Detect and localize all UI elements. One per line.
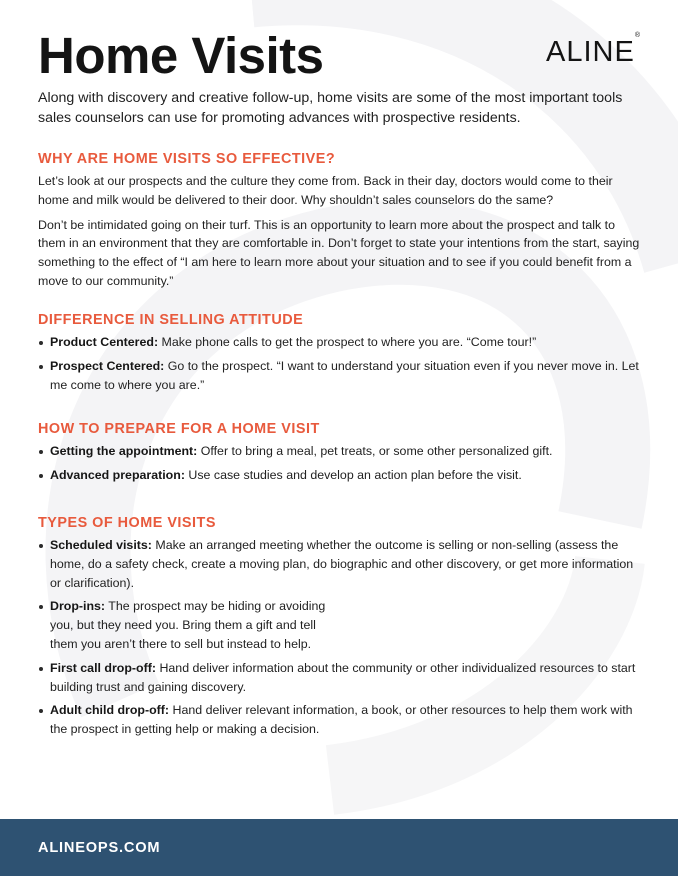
list-item-label: Advanced preparation: (50, 467, 185, 482)
list-item-text: Hand deliver information about the community or other individualized resources to start building trust and gaining discovery. (50, 660, 636, 694)
list-item-text: The prospect may be hiding or avoiding you, but they need you. Bring them a gift and tell them you aren’t there to sell but instead to help. (50, 599, 326, 651)
section-prepare-visit (38, 421, 642, 490)
section-heading: WHY ARE HOME VISITS SO EFFECTIVE? (38, 151, 336, 167)
footer-website-link[interactable]: ALINEOPS.COM (38, 840, 161, 856)
list-item (38, 333, 642, 352)
list-item-text: Use case studies and develop an action plan before the visit. (188, 467, 522, 482)
list-item-text: Make an arranged meeting whether the outcome is selling or non-selling (assess the home, do a safety check, create a moving plan, do biographic and other discovery, or get more information or clarification). (50, 538, 634, 590)
list-item-text: Go to the prospect. “I want to understand your situation even if you never move in. Let me come to where you are.” (50, 358, 639, 392)
section-heading: DIFFERENCE IN SELLING ATTITUDE (38, 312, 304, 328)
section-why-effective (38, 151, 642, 297)
page-title: Home Visits (38, 27, 324, 84)
bullet-list (38, 536, 642, 739)
section-paragraph: Let’s look at our prospects and the culture they come from. Back in their day, doctors would come to their home and milk would be delivered to their door. Why shouldn’t sales counselors do the same? (38, 174, 613, 207)
list-item (38, 536, 642, 592)
list-item-label: Adult child drop-off: (50, 703, 170, 718)
section-types-of-visits (38, 515, 642, 744)
list-item-label: Prospect Centered: (50, 358, 165, 373)
list-item-label: Drop-ins: (50, 599, 106, 614)
logo-trademark: ® (634, 32, 641, 40)
section-heading: HOW TO PREPARE FOR A HOME VISIT (38, 421, 320, 437)
list-item-label: Product Centered: (50, 335, 159, 349)
section-heading: TYPES OF HOME VISITS (38, 515, 216, 531)
list-item (38, 597, 340, 653)
bullet-list (38, 333, 642, 394)
aline-logo (546, 32, 641, 69)
list-item-text: Make phone calls to get the prospect to where you are. “Come tour!” (161, 335, 537, 349)
list-item (38, 442, 642, 461)
section-paragraph: Don’t be intimidated going on their turf. This is an opportunity to learn more about the prospect and talk to them in an environment that they are comfortable in. Don’t forget to state your intentions from the start, saying something to the effect of “I am here to learn more about your situation and to see if you could benefit from a move to our community.” (38, 217, 640, 288)
bullet-list (38, 442, 642, 485)
logo-text: ALINE (546, 36, 635, 68)
list-item-label: Getting the appointment: (50, 444, 198, 458)
list-item-label: Scheduled visits: (50, 538, 152, 552)
list-item-label: First call drop-off: (50, 660, 157, 675)
list-item-text: Offer to bring a meal, pet treats, or some other personalized gift. (200, 444, 553, 458)
list-item (38, 466, 642, 485)
list-item (38, 357, 642, 395)
list-item (38, 659, 642, 697)
list-item (38, 701, 642, 739)
section-selling-attitude (38, 312, 642, 399)
intro-paragraph: Along with discovery and creative follow-up, home visits are some of the most important tools sales counselors can use for promoting advances with prospective residents. (38, 90, 623, 126)
list-item-text: Hand deliver relevant information, a book, or other resources to help them work with the prospect in getting help or making a decision. (50, 703, 633, 737)
footer-bar (0, 819, 678, 876)
